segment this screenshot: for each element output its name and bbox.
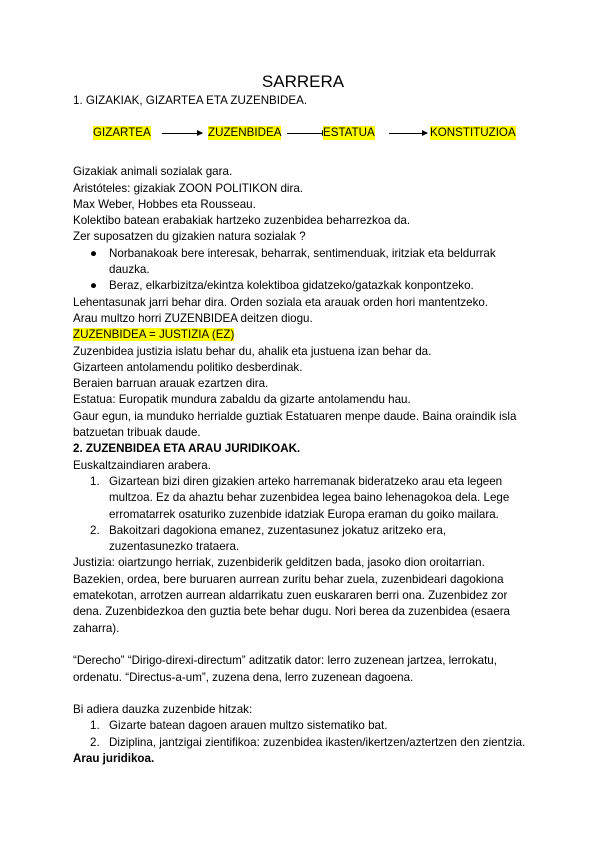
text-line: Zer suposatzen du gizakien natura sozialak ? bbox=[73, 230, 306, 244]
list-item-text: Norbanakoak bere interesak, beharrak, sentimenduak, iritziak eta beldurrak dauzka. bbox=[109, 246, 496, 277]
list-item bbox=[73, 474, 533, 523]
derecho-paragraph: “Derecho” “Dirigo-direxi-directum” aditzatik dator: lerro zuzenean jartzea, lerrokatu, ordenatu. “Directus-a-um”, zuzena dena, lerro zuzenean dagoena. bbox=[73, 654, 497, 684]
text-line: Kolektibo batean erabakiak hartzeko zuzenbidea beharrezkoa da. bbox=[73, 214, 411, 228]
flow-item-konstituzioa: KONSTITUZIOA bbox=[430, 126, 516, 140]
list-number: 1. bbox=[90, 474, 100, 488]
flow-item-gizartea: GIZARTEA bbox=[93, 126, 151, 140]
text-line: Lehentasunak jarri behar dira. Orden soziala eta arauak orden hori mantentzeko. bbox=[73, 295, 489, 309]
list-item bbox=[73, 246, 533, 279]
text-line: Zuzenbidea justizia islatu behar du, ahalik eta justuena izan behar da. bbox=[73, 344, 432, 358]
list-item-text: Gizarte batean dagoen arauen multzo sistematiko bat. bbox=[109, 719, 388, 733]
bullet-icon: ● bbox=[90, 279, 98, 293]
list-item bbox=[73, 735, 533, 751]
list-item bbox=[73, 278, 533, 294]
list-item-text: Beraz, elkarbizitza/ekintza kolektiboa gidatzeko/gatazkak konpontzeko. bbox=[109, 279, 474, 293]
numbered-list-definitions bbox=[73, 474, 533, 555]
text-line: Aristóteles: gizakiak ZOON POLITIKON dira. bbox=[73, 181, 304, 195]
numbered-list-meanings bbox=[73, 718, 533, 751]
spacer bbox=[73, 637, 533, 653]
document-page bbox=[73, 72, 533, 767]
text-line: Max Weber, Hobbes eta Rousseau. bbox=[73, 197, 256, 211]
text-line: Gizarteen antolamendu politiko desberdinak. bbox=[73, 360, 303, 374]
flow-arrow-2 bbox=[287, 133, 327, 134]
text-line: Bi adiera dauzka zuzenbide hitzak: bbox=[73, 703, 253, 717]
section-heading-2: 2. ZUZENBIDEA ETA ARAU JURIDIKOAK. bbox=[73, 442, 301, 456]
text-line: Gaur egun, ia munduko herrialde guztiak Estatuaren menpe daude. Baina oraindik isla batzuetan tribuak daude. bbox=[73, 409, 517, 440]
text-line: Gizakiak animali sozialak gara. bbox=[73, 165, 233, 179]
flow-arrow-3 bbox=[389, 133, 427, 134]
list-item bbox=[73, 718, 533, 734]
justizia-paragraph: Justizia: oiartzungo herriak, zuzenbiderik gelditzen bada, jasoko dion oroitarrian. Bazekien, ordea, bere buruaren aurrean zuritu behar zuela, zuzenbideari dagokiona ematekotan, arrotzen aurrean aldarrikatu zuen euskararen berri ona. Zuzenbidez zor dena. Zuzenbidezkoa den guztia bete behar dugu. Nori berea da zuzenbidea (esaera zaharra). bbox=[73, 556, 511, 635]
text-line: Arau multzo horri ZUZENBIDEA deitzen diogu. bbox=[73, 311, 313, 325]
list-item-text: Diziplina, jantzigai zientifikoa: zuzenbidea ikasten/ikertzen/aztertzen den zientzia. bbox=[109, 735, 526, 749]
flow-arrow-1 bbox=[162, 133, 202, 134]
text-line: Beraien barruan arauak ezartzen dira. bbox=[73, 377, 269, 391]
page-title: SARRERA bbox=[261, 72, 345, 91]
list-number: 1. bbox=[90, 719, 100, 733]
list-number: 2. bbox=[90, 735, 100, 749]
flow-item-zuzenbidea: ZUZENBIDEA bbox=[208, 126, 282, 140]
highlighted-text: ZUZENBIDEA = JUSTIZIA (EZ) bbox=[73, 328, 235, 342]
flow-item-estatua: ESTATUA bbox=[323, 126, 375, 140]
final-heading: Arau juridikoa. bbox=[73, 751, 155, 765]
list-item bbox=[73, 523, 533, 556]
spacer bbox=[73, 686, 533, 702]
bullet-icon: ● bbox=[90, 246, 98, 260]
text-line: Euskaltzaindiaren arabera. bbox=[73, 458, 211, 472]
list-number: 2. bbox=[90, 523, 100, 537]
list-item-text: Bakoitzari dagokiona emanez, zuzentasunez jokatuz aritzeko era, zuzentasunezko trataera. bbox=[109, 523, 447, 554]
text-line: Estatua: Europatik mundura zabaldu da gizarte antolamendu hau. bbox=[73, 393, 411, 407]
bullet-list bbox=[73, 246, 533, 295]
concept-flow-diagram bbox=[73, 115, 533, 155]
section-heading-1: 1. GIZAKIAK, GIZARTEA ETA ZUZENBIDEA. bbox=[73, 94, 308, 107]
list-item-text: Gizartean bizi diren gizakien arteko harremanak bideratzeko arau eta legeen multzoa. Ez da ahaztu behar zuzenbidea legea baino lehenagokoa dela. Lege erromatarrek osaturiko zuzenbide idatziak Europa eraman du goiko mailara. bbox=[109, 474, 510, 521]
